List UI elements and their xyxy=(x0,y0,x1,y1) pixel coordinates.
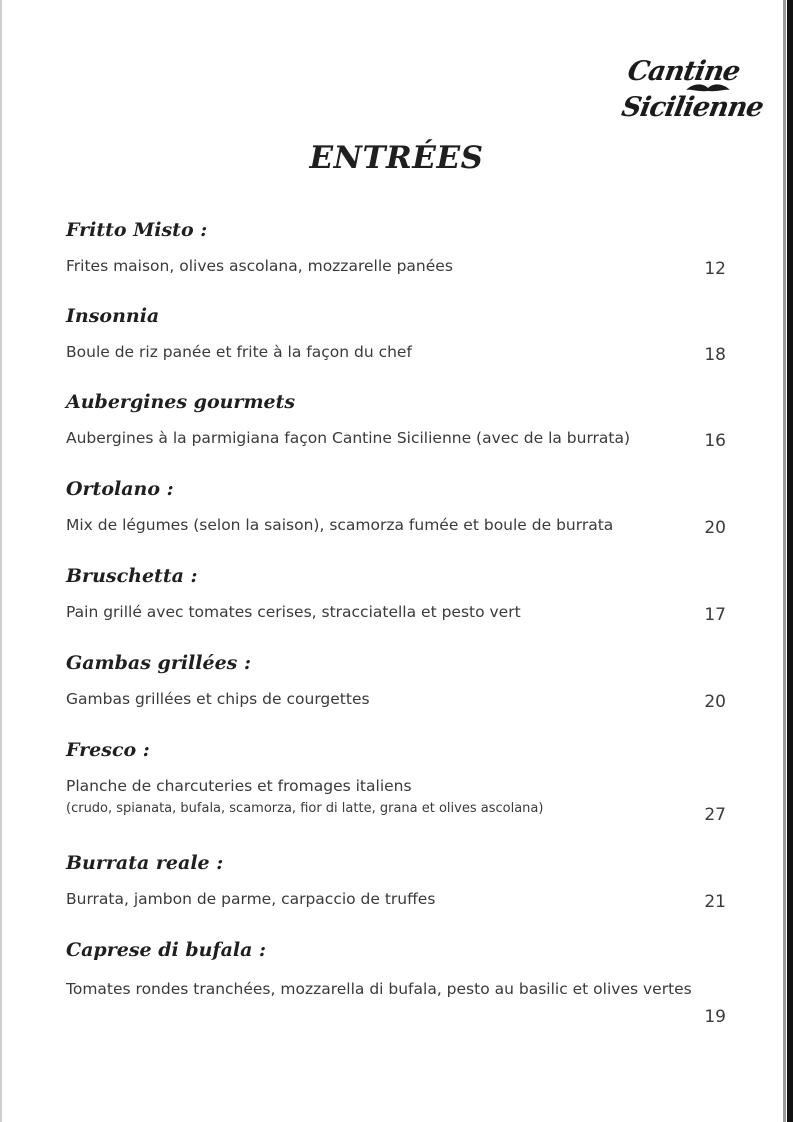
item-description: Boule de riz panée et frite à la façon du chef xyxy=(66,343,412,361)
item-description: Mix de légumes (selon la saison), scamorza fumée et boule de burrata xyxy=(66,516,614,534)
item-price: 27 xyxy=(704,805,726,825)
item-description: Frites maison, olives ascolana, mozzarelle panées xyxy=(66,257,453,275)
item-name: Burrata reale : xyxy=(66,852,224,874)
item-price: 21 xyxy=(704,892,726,912)
item-name: Caprese di bufala : xyxy=(66,939,267,961)
item-name: Fritto Misto : xyxy=(66,219,208,241)
item-description: Tomates rondes tranchées, mozzarella di bufala, pesto au basilic et olives vertes xyxy=(66,980,692,998)
item-price: 16 xyxy=(704,431,726,451)
item-name: Bruschetta : xyxy=(66,565,198,587)
item-price: 20 xyxy=(704,518,726,538)
brand-logo-line1: Cantine xyxy=(625,56,742,87)
item-description: Burrata, jambon de parme, carpaccio de truffes xyxy=(66,890,436,908)
item-name: Gambas grillées : xyxy=(66,652,251,674)
item-price: 18 xyxy=(704,345,726,365)
brand-logo-line2: Sicilienne xyxy=(619,92,766,123)
item-note: (crudo, spianata, bufala, scamorza, fior di latte, grana et olives ascolana) xyxy=(66,801,544,816)
page-title: ENTRÉES xyxy=(309,140,484,176)
item-description: Gambas grillées et chips de courgettes xyxy=(66,690,370,708)
item-price: 19 xyxy=(704,1007,726,1027)
item-description: Planche de charcuteries et fromages italiens xyxy=(66,777,412,795)
item-price: 17 xyxy=(704,605,726,625)
item-price: 20 xyxy=(704,692,726,712)
item-name: Ortolano : xyxy=(66,478,174,500)
item-description: Aubergines à la parmigiana façon Cantine Sicilienne (avec de la burrata) xyxy=(66,429,631,447)
item-description: Pain grillé avec tomates cerises, stracciatella et pesto vert xyxy=(66,603,521,621)
item-price: 12 xyxy=(704,259,726,279)
item-name: Aubergines gourmets xyxy=(66,391,296,413)
item-name: Fresco : xyxy=(66,739,150,761)
item-name: Insonnia xyxy=(66,305,160,327)
